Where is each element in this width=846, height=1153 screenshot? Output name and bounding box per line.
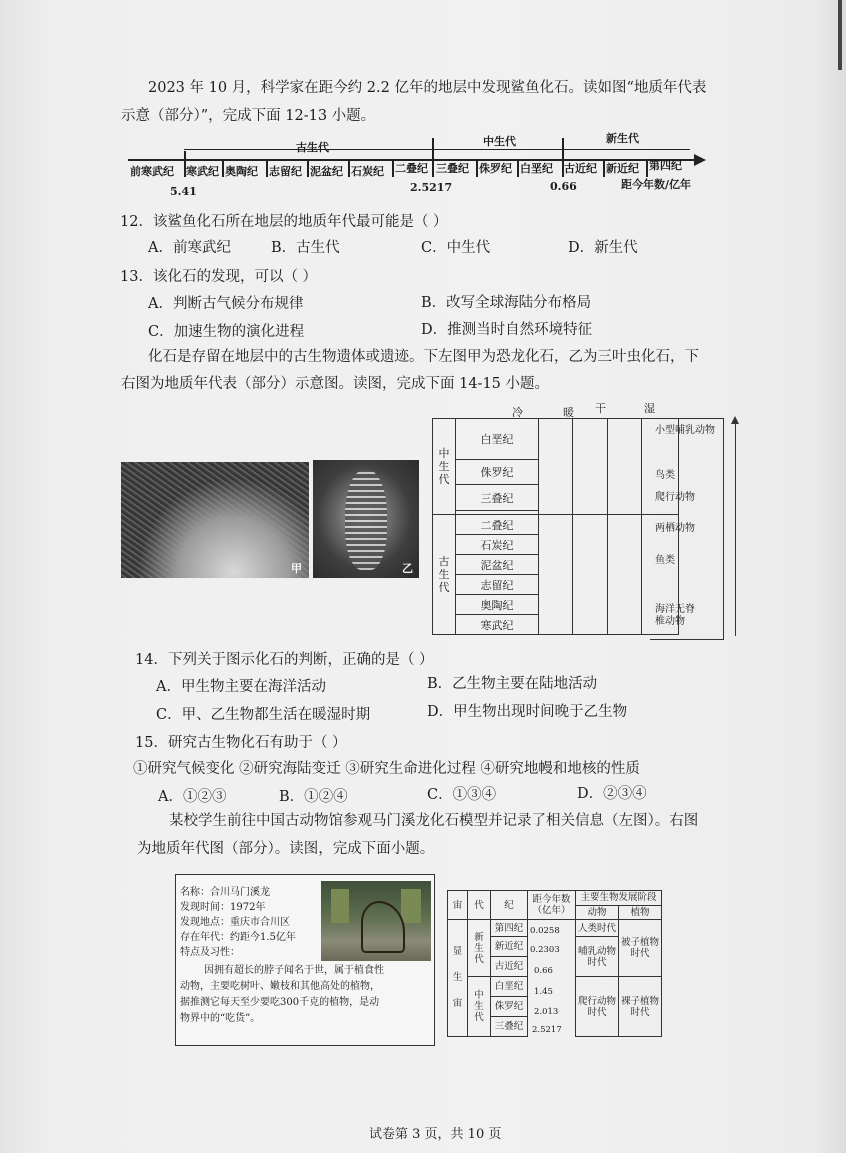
card-desc-line-2: 动物，主要吃树叶、嫩枝和其他高处的植物， (180, 981, 380, 992)
mamenchisaurus-info-card (175, 874, 435, 1046)
time-arrow-icon (731, 416, 739, 424)
timeline-arrow-icon (694, 154, 706, 166)
period-triassic: 三叠纪 (436, 162, 469, 175)
tick-label-2-5217: 2.5217 (410, 181, 453, 194)
organism-small-mammals: 小型哺乳动物 (655, 425, 715, 436)
intro-paragraph-1-line-1: 2023 年 10 月，科学家在距今约 2.2 亿年的地层中发现鲨鱼化石。读如图“地质年代表 (148, 80, 707, 96)
period-quaternary: 第四纪 (649, 159, 682, 172)
t3-period-quaternary: 第四纪 (491, 920, 528, 937)
card-name: 名称：合川马门溪龙 (180, 887, 270, 898)
period-precambrian: 前寒武纪 (130, 165, 174, 178)
era-label-cenozoic: 新生代 (606, 132, 639, 145)
age-2-013: 2.013 (534, 1007, 559, 1017)
question-14-stem: 14．下列关于图示化石的判断，正确的是（ ） (135, 652, 434, 668)
card-desc-line-4: 物界中的“吃货”。 (180, 1013, 261, 1024)
organism-marine-invertebrates: 海洋无脊椎动物 (655, 604, 695, 627)
period-neogene: 新近纪 (606, 162, 639, 175)
age-2-5217: 2.5217 (532, 1025, 562, 1035)
period-cretaceous: 白垩纪 (520, 162, 553, 175)
q15-option-b[interactable]: B．①②④ (279, 789, 348, 805)
q14-option-d[interactable]: D．甲生物出现时间晚于乙生物 (427, 704, 628, 720)
climate-label-warm: 暖 (563, 406, 574, 419)
period-jurassic: 侏罗纪 (479, 162, 512, 175)
q14-option-b[interactable]: B．乙生物主要在陆地活动 (427, 676, 598, 692)
header-bio-stage: 主要生物发展阶段 (576, 891, 662, 906)
q13-option-d[interactable]: D．推测当时自然环境特征 (421, 322, 593, 338)
intro-paragraph-1-line-2: 示意（部分）”，完成下面 12-13 小题。 (121, 108, 376, 124)
period-cell-jurassic: 侏罗纪 (456, 459, 539, 485)
organism-fish: 鱼类 (655, 555, 675, 566)
q14-option-a[interactable]: A．甲生物主要在海洋活动 (156, 679, 326, 695)
question-15-stem: 15．研究古生物化石有助于（ ） (135, 735, 347, 751)
animal-mammal-era: 哺乳动物时代 (576, 937, 619, 977)
organism-birds: 鸟类 (655, 470, 675, 481)
organism-amphibians: 两栖动物 (655, 523, 695, 534)
q12-option-c[interactable]: C．中生代 (421, 240, 491, 256)
era-label-paleozoic: 古生代 (296, 141, 329, 154)
photo-label-jia: 甲 (291, 562, 302, 575)
q15-option-a[interactable]: A．①②③ (158, 789, 227, 805)
card-desc-line-3: 据推测它每天至少要吃300千克的植物，是动 (180, 997, 380, 1008)
header-era: 代 (468, 891, 491, 920)
intro-paragraph-3-line-2: 为地质年代图（部分）。读图，完成下面小题。 (137, 841, 435, 857)
era-paleozoic-cell: 古生代 (433, 515, 456, 635)
page-footer: 试卷第 3 页，共 10 页 (369, 1127, 502, 1142)
question-13-stem: 13．该化石的发现，可以（ ） (120, 269, 318, 285)
q15-option-d[interactable]: D．②③④ (577, 786, 647, 802)
card-discovery-place: 发现地点：重庆市合川区 (180, 917, 290, 928)
age-1-45: 1.45 (534, 987, 553, 997)
animal-human-era: 人类时代 (576, 920, 619, 937)
period-permian: 二叠纪 (395, 162, 428, 175)
q14-option-c[interactable]: C．甲、乙生物都生活在暖湿时期 (156, 707, 371, 723)
period-cell-cretaceous: 白垩纪 (456, 419, 539, 460)
period-paleogene: 古近纪 (564, 162, 597, 175)
t3-period-cretaceous: 白垩纪 (491, 977, 528, 997)
photo-label-yi: 乙 (402, 562, 413, 575)
period-ordovician: 奥陶纪 (225, 165, 258, 178)
geologic-time-table-3 (447, 890, 662, 1037)
period-cell-permian: 二叠纪 (456, 515, 539, 535)
age-0-66: 0.66 (534, 966, 553, 976)
geologic-table-climate (432, 418, 679, 635)
card-age: 存在年代：约距今1.5亿年 (180, 932, 296, 943)
tick-label-5-41: 5.41 (170, 185, 197, 198)
q13-option-c[interactable]: C．加速生物的演化进程 (148, 324, 305, 340)
q15-statement-list: ①研究气候变化 ②研究海陆变迁 ③研究生命进化过程 ④研究地幔和地核的性质 (133, 761, 640, 777)
age-0-0258: 0.0258 (530, 926, 560, 936)
plant-angiosperm-era: 被子植物时代 (619, 920, 662, 977)
era-label-mesozoic: 中生代 (483, 135, 516, 148)
skeleton-icon (361, 901, 405, 953)
t3-period-neogene: 新近纪 (491, 937, 528, 957)
period-cell-ordovician: 奥陶纪 (456, 595, 539, 615)
museum-skeleton-photo (321, 881, 431, 961)
t3-period-paleogene: 古近纪 (491, 957, 528, 977)
era-mesozoic-cell: 中生代 (433, 419, 456, 515)
period-cell-cambrian: 寒武纪 (456, 615, 539, 635)
period-cell-silurian: 志留纪 (456, 575, 539, 595)
period-cell-triassic: 三叠纪 (456, 485, 539, 511)
plant-gymnosperm-era: 裸子植物时代 (619, 977, 662, 1037)
era-mesozoic-cell-t3: 中生代 (468, 977, 491, 1037)
header-plant: 植物 (619, 905, 662, 920)
animal-reptile-era: 爬行动物时代 (576, 977, 619, 1037)
page-edge-shadow (838, 0, 842, 70)
t3-period-triassic: 三叠纪 (491, 1017, 528, 1037)
timeline-axis-label: 距今年数/亿年 (621, 178, 692, 191)
timeline-axis (128, 159, 698, 161)
period-cambrian: 寒武纪 (186, 165, 219, 178)
q13-option-a[interactable]: A．判断古气候分布规律 (148, 296, 304, 312)
organism-reptiles: 爬行动物 (655, 492, 695, 503)
era-cenozoic-cell: 新生代 (468, 920, 491, 977)
t3-period-jurassic: 侏罗纪 (491, 997, 528, 1017)
card-traits-heading: 特点及习性： (180, 947, 240, 958)
header-period: 纪 (491, 891, 528, 920)
period-silurian: 志留纪 (269, 165, 302, 178)
period-cell-devonian: 泥盆纪 (456, 555, 539, 575)
eon-cell: 显生宙 (448, 920, 468, 1037)
header-age: 距今年数（亿年） (528, 891, 576, 920)
intro-paragraph-2-line-2: 右图为地质年代表（部分）示意图。读图，完成下面 14-15 小题。 (121, 376, 550, 392)
time-arrow-line (735, 422, 736, 636)
question-12-stem: 12．该鲨鱼化石所在地层的地质年代最可能是（ ） (120, 214, 448, 230)
q15-option-c[interactable]: C．①③④ (427, 787, 497, 803)
tick-label-0-66: 0.66 (550, 180, 577, 193)
period-devonian: 泥盆纪 (310, 165, 343, 178)
q12-option-d[interactable]: D．新生代 (568, 240, 638, 256)
climate-label-wet: 湿 (644, 402, 655, 415)
q12-option-a[interactable]: A．前寒武纪 (148, 240, 231, 256)
age-0-2303: 0.2303 (530, 945, 560, 955)
period-cell-carboniferous: 石炭纪 (456, 535, 539, 555)
card-desc-line-1: 因拥有超长的脖子闻名于世，属于植食性 (204, 965, 384, 976)
header-eon: 宙 (448, 891, 468, 920)
dinosaur-fossil-photo (121, 462, 309, 578)
q13-option-b[interactable]: B．改写全球海陆分布格局 (421, 295, 592, 311)
climate-label-cold: 冷 (512, 406, 523, 419)
header-animal: 动物 (576, 905, 619, 920)
card-discovery-time: 发现时间：1972年 (180, 902, 266, 913)
climate-label-dry: 干 (595, 402, 606, 415)
q12-option-b[interactable]: B．古生代 (271, 240, 340, 256)
intro-paragraph-2-line-1: 化石是存留在地层中的古生物遗体或遗迹。下左图甲为恐龙化石，乙为三叶虫化石，下 (148, 349, 699, 365)
period-carboniferous: 石炭纪 (351, 165, 384, 178)
intro-paragraph-3-line-1: 某校学生前往中国古动物馆参观马门溪龙化石模型并记录了相关信息（左图）。右图 (169, 813, 699, 829)
